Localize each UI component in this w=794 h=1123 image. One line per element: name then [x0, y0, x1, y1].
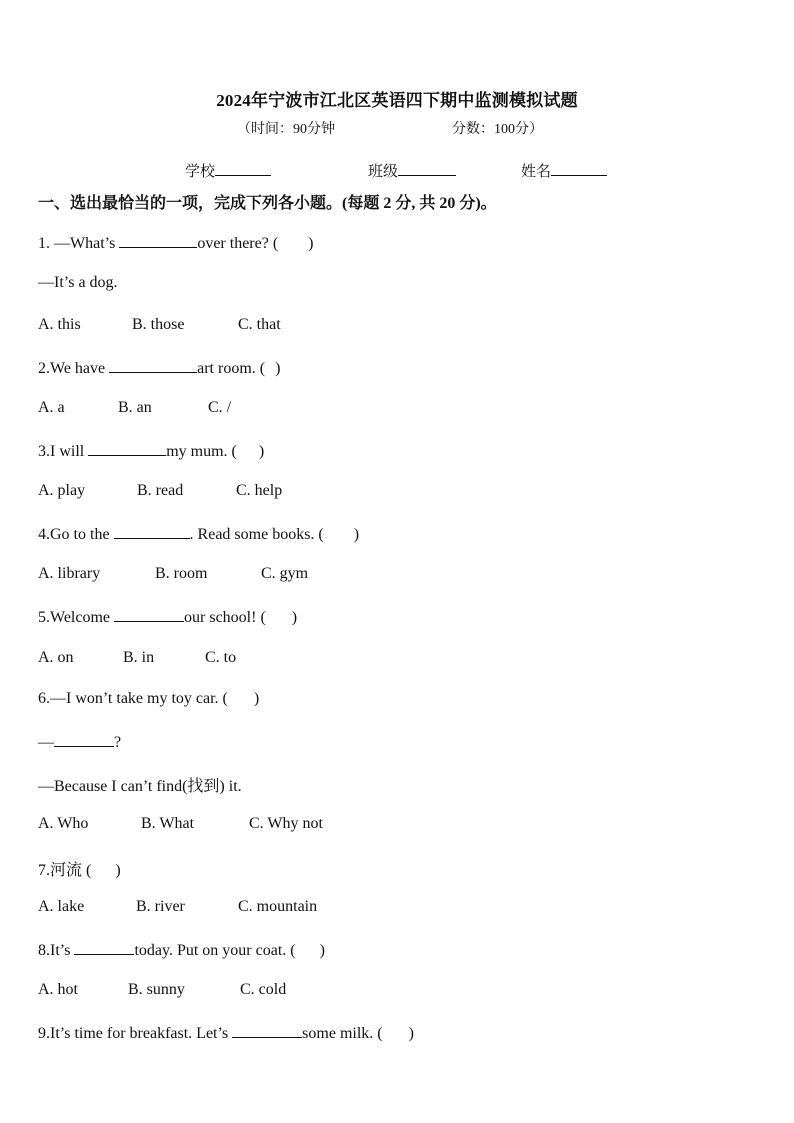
answer-blank[interactable] — [74, 940, 134, 955]
option-a[interactable]: A. lake — [38, 898, 85, 915]
stem-text: over there? ( — [197, 235, 279, 252]
question-stem — [38, 857, 121, 880]
stem-text: our school! ( — [184, 609, 266, 626]
option-a[interactable]: A. this — [38, 316, 81, 333]
stem-text: ? — [114, 734, 122, 751]
stem-text: ) — [115, 862, 121, 879]
option-c[interactable]: C. that — [238, 316, 281, 333]
answer-blank[interactable] — [232, 1023, 302, 1038]
option-a[interactable]: A. Who — [38, 815, 89, 832]
exam-title: 2024年宁波市江北区英语四下期中监测模拟试题 — [216, 91, 578, 110]
options-row — [38, 898, 317, 916]
option-c[interactable]: C. cold — [240, 981, 287, 998]
answer-blank[interactable] — [114, 607, 184, 622]
stem-text: 9.It’s time for breakfast. Let’s — [38, 1025, 233, 1042]
option-c[interactable]: C. help — [236, 482, 283, 499]
stem-text: 7.河流 ( — [38, 862, 92, 879]
option-a[interactable]: A. a — [38, 399, 65, 416]
option-c[interactable]: C. to — [205, 649, 237, 666]
school-blank[interactable] — [215, 161, 271, 176]
options-row — [38, 399, 231, 417]
stem-text: art room. ( — [197, 360, 266, 377]
answer-blank[interactable] — [109, 358, 197, 373]
option-b[interactable]: B. those — [132, 316, 185, 333]
stem-text: ) — [291, 609, 298, 626]
name-blank[interactable] — [551, 161, 607, 176]
stem-text: my mum. ( — [166, 443, 237, 460]
class-blank[interactable] — [398, 161, 456, 176]
stem-text: today. Put on your coat. ( — [134, 942, 296, 959]
stem-text: — — [38, 734, 54, 751]
stem-text: . Read some books. ( — [189, 526, 324, 543]
exam-time: （时间：90分钟 — [237, 122, 335, 137]
option-c[interactable]: C. / — [208, 399, 232, 416]
school-field[interactable] — [185, 160, 271, 181]
name-field[interactable] — [521, 160, 607, 181]
class-label: 班级 — [368, 164, 399, 180]
option-b[interactable]: B. in — [123, 649, 155, 666]
stem-text: ) — [319, 942, 325, 959]
exam-score: 分数：100分） — [452, 122, 543, 137]
stem-text: some milk. ( — [302, 1025, 383, 1042]
dialogue-line — [38, 732, 121, 752]
options-row — [38, 649, 236, 667]
stem-text: ) — [275, 360, 281, 377]
class-field[interactable] — [368, 160, 456, 181]
question-stem — [38, 358, 280, 378]
stem-text: 4.Go to the — [38, 526, 114, 543]
question-stem — [38, 524, 359, 544]
question-stem — [38, 690, 259, 708]
answer-blank[interactable] — [114, 524, 190, 539]
question-stem — [38, 441, 264, 461]
option-a[interactable]: A. on — [38, 649, 74, 666]
answer-blank[interactable] — [88, 441, 166, 456]
option-a[interactable]: A. library — [38, 565, 101, 582]
option-c[interactable]: C. mountain — [238, 898, 318, 915]
school-label: 学校 — [185, 164, 216, 180]
option-b[interactable]: B. river — [136, 898, 185, 915]
option-b[interactable]: B. What — [141, 815, 195, 832]
stem-text: ) — [308, 235, 314, 252]
option-b[interactable]: B. sunny — [128, 981, 185, 998]
options-row — [38, 565, 308, 583]
stem-text: 5.Welcome — [38, 609, 115, 626]
options-row — [38, 482, 282, 500]
options-row — [38, 316, 281, 334]
stem-text: ) — [253, 690, 260, 707]
option-b[interactable]: B. read — [137, 482, 184, 499]
question-stem — [38, 1023, 414, 1043]
stem-text: 6.—I won’t take my toy car. ( — [38, 690, 228, 707]
stem-text: ) — [408, 1025, 414, 1042]
options-row — [38, 981, 286, 999]
option-b[interactable]: B. an — [118, 399, 152, 416]
answer-blank[interactable] — [119, 233, 197, 248]
option-a[interactable]: A. play — [38, 482, 86, 499]
dialogue-line: —It’s a dog. — [38, 274, 118, 291]
stem-text: ) — [353, 526, 360, 543]
stem-text: 3.I will — [38, 443, 89, 460]
options-row — [38, 815, 323, 833]
question-stem — [38, 940, 325, 960]
answer-blank[interactable] — [54, 732, 114, 747]
option-b[interactable]: B. room — [155, 565, 208, 582]
name-label: 姓名 — [521, 164, 552, 180]
option-c[interactable]: C. gym — [261, 565, 309, 582]
option-c[interactable]: C. Why not — [249, 815, 323, 832]
exam-info — [237, 118, 543, 138]
section-heading: 一、选出最恰当的一项，完成下列各小题。(每题 2 分, 共 20 分)。 — [38, 195, 497, 212]
stem-text: ) — [258, 443, 265, 460]
dialogue-line: —Because I can’t find(找到) it. — [38, 778, 242, 795]
question-stem — [38, 607, 297, 627]
stem-text: 2.We have — [38, 360, 110, 377]
stem-text: 8.It’s — [38, 942, 75, 959]
option-a[interactable]: A. hot — [38, 981, 78, 998]
question-stem — [38, 233, 314, 253]
stem-text: 1. —What’s — [38, 235, 120, 252]
